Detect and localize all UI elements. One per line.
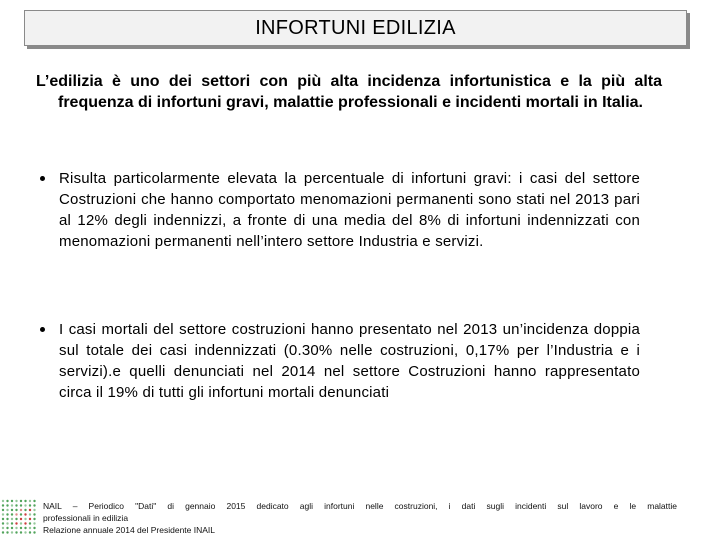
logo-dot xyxy=(29,500,31,502)
inail-logo-icon xyxy=(0,497,38,537)
logo-dot xyxy=(6,527,8,529)
logo-dot xyxy=(29,531,31,533)
logo-dot xyxy=(29,513,31,515)
logo-dot xyxy=(24,518,26,520)
footer-source-line-3: Relazione annuale 2014 del Presidente INAIL xyxy=(43,525,216,535)
logo-dot xyxy=(15,500,17,502)
footer-source-notes xyxy=(43,500,677,536)
logo-dot xyxy=(2,513,4,515)
intro-paragraph: L’edilizia è uno dei settori con più alta incidenza infortunistica e la più alta frequenza di infortuni gravi, malattie professionali e incidenti mortali in Italia. xyxy=(36,73,662,111)
logo-dot xyxy=(11,518,13,520)
logo-dot xyxy=(6,513,8,515)
logo-dot xyxy=(11,522,13,524)
footer-source-line-2: professionali in edilizia xyxy=(43,513,129,523)
logo-dot xyxy=(24,500,26,502)
logo-dot xyxy=(2,522,4,524)
logo-dot xyxy=(33,527,35,529)
logo-dot xyxy=(33,500,35,502)
logo-dot xyxy=(33,513,35,515)
logo-dot xyxy=(20,527,22,529)
bullet-text: Risulta particolarmente elevata la percentuale di infortuni gravi: i casi del settore Costruzioni che hanno comportato menomazioni permanenti sono stati nel 2013 pari al 12% degli indennizzi, a fronte di una media del 8% di infortuni indennizzati con menomazioni permanenti nell’intero settore Industria e servizi. xyxy=(59,170,640,250)
logo-dot xyxy=(24,522,26,524)
bullet-dot-icon xyxy=(40,176,45,181)
logo-dot xyxy=(24,509,26,511)
logo-dot xyxy=(15,527,17,529)
logo-dot xyxy=(11,509,13,511)
logo-dot xyxy=(6,531,8,533)
logo-dot xyxy=(33,509,35,511)
logo-dot xyxy=(20,518,22,520)
logo-dot xyxy=(29,527,31,529)
logo-dot xyxy=(29,504,31,506)
logo-dot xyxy=(11,531,13,533)
bullet-text: I casi mortali del settore costruzioni hanno presentato nel 2013 un’incidenza doppia sul totale dei casi indennizzati (0.30% nelle costruzioni, 0,17% per l’Industria e i servizi).e quelli denunciati nel 2014 nel settore Costruzioni hanno rappresentato circa il 19% di tutti gli infortuni mortali denunciati xyxy=(59,321,640,401)
logo-dot xyxy=(20,509,22,511)
logo-dot xyxy=(24,504,26,506)
logo-dot xyxy=(2,504,4,506)
logo-dot xyxy=(29,522,31,524)
logo-dot xyxy=(15,513,17,515)
logo-dot xyxy=(20,504,22,506)
bullet-item-mortali xyxy=(40,319,640,403)
logo-dot xyxy=(20,531,22,533)
logo-dot xyxy=(11,504,13,506)
slide-title: INFORTUNI EDILIZIA xyxy=(255,16,456,39)
bullet-dot-icon xyxy=(40,327,45,332)
logo-dot xyxy=(15,518,17,520)
logo-dot xyxy=(33,531,35,533)
logo-dot xyxy=(33,518,35,520)
footer-source-line-1: NAIL – Periodico "Dati" di gennaio 2015 dedicato agli infortuni nelle costruzioni, i dati sugli incidenti sul lavoro e le malattie xyxy=(43,501,677,511)
logo-dot xyxy=(6,500,8,502)
logo-dot xyxy=(2,509,4,511)
logo-dot xyxy=(11,500,13,502)
logo-dot xyxy=(11,527,13,529)
logo-dot xyxy=(24,531,26,533)
slide-title-box xyxy=(24,10,687,46)
logo-dot xyxy=(15,531,17,533)
logo-dot xyxy=(24,527,26,529)
logo-dot xyxy=(15,504,17,506)
logo-dot xyxy=(15,522,17,524)
logo-dot xyxy=(33,504,35,506)
logo-dot xyxy=(2,500,4,502)
logo-dot xyxy=(33,522,35,524)
logo-dot xyxy=(6,504,8,506)
logo-dot xyxy=(29,509,31,511)
logo-dot xyxy=(24,513,26,515)
logo-dot xyxy=(29,518,31,520)
logo-dot xyxy=(2,531,4,533)
logo-dot xyxy=(11,513,13,515)
logo-dot xyxy=(20,500,22,502)
logo-dot xyxy=(2,518,4,520)
logo-dot xyxy=(2,527,4,529)
logo-dot xyxy=(6,518,8,520)
logo-dot xyxy=(20,522,22,524)
bullet-item-gravi xyxy=(40,168,640,252)
logo-dot xyxy=(6,522,8,524)
logo-dot xyxy=(20,513,22,515)
logo-dot xyxy=(15,509,17,511)
logo-dot xyxy=(6,509,8,511)
